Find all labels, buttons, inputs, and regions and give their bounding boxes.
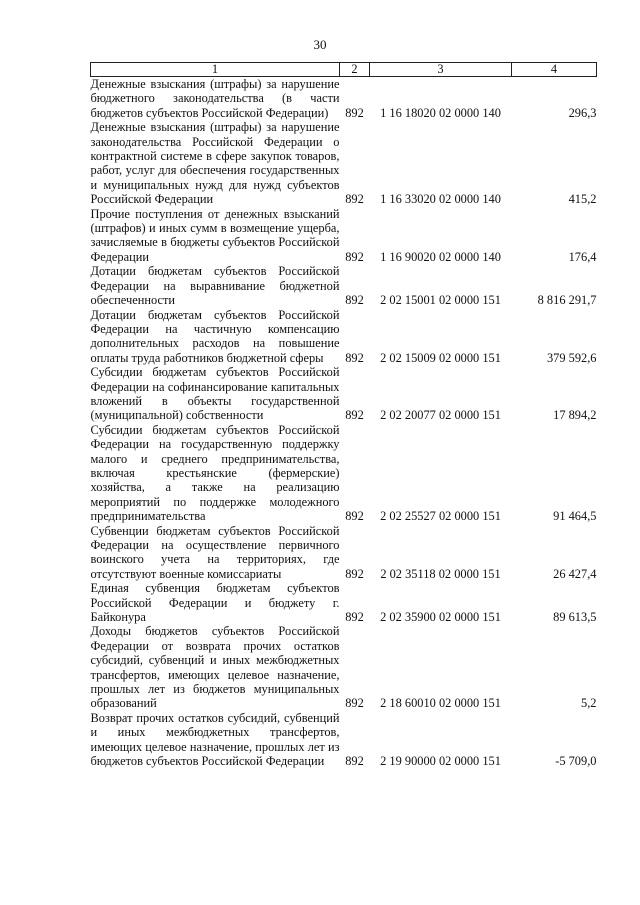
row-amount: 17 894,2 [553, 408, 597, 423]
table-row [91, 581, 597, 624]
table-row [91, 207, 597, 265]
row-name: Денежные взыскания (штрафы) за нарушение законодательства Российской Федерации о контрактной системе в сфере закупок товаров, работ, услуг для обеспечения государственных и муниципальных нужд для нужд субъектов Российской Федерации [90, 120, 340, 207]
row-amount: -5 709,0 [555, 754, 597, 769]
row-name: Субсидии бюджетам субъектов Российской Федерации на софинансирование капитальных вложений в объекты государственной (муниципальной) собственности [90, 365, 340, 423]
row-budget-code: 1 16 33020 02 0000 140 [380, 192, 501, 207]
row-amount: 91 464,5 [553, 509, 597, 524]
row-amount: 379 592,6 [546, 350, 597, 365]
table-row [91, 524, 597, 582]
row-budget-code: 1 16 18020 02 0000 140 [380, 105, 501, 120]
row-budget-code: 2 02 15009 02 0000 151 [380, 350, 501, 365]
row-name: Дотации бюджетам субъектов Российской Федерации на выравнивание бюджетной обеспеченности [90, 264, 340, 308]
header-col-1: 1 [91, 63, 340, 77]
row-admin-code: 892 [345, 350, 364, 365]
row-budget-code: 1 16 90020 02 0000 140 [380, 249, 501, 264]
row-amount: 89 613,5 [553, 610, 597, 625]
row-admin-code: 892 [345, 696, 364, 711]
row-budget-code: 2 19 90000 02 0000 151 [380, 754, 501, 769]
row-budget-code: 2 18 60010 02 0000 151 [380, 696, 501, 711]
row-admin-code: 892 [345, 610, 364, 625]
row-name: Денежные взыскания (штрафы) за нарушение бюджетного законодательства (в части бюджетов субъектов Российской Федерации) [90, 77, 340, 120]
row-admin-code: 892 [345, 754, 364, 769]
table-row [91, 423, 597, 524]
row-admin-code: 892 [345, 293, 364, 308]
row-budget-code: 2 02 15001 02 0000 151 [380, 293, 501, 308]
header-col-2: 2 [340, 63, 370, 77]
row-admin-code: 892 [345, 249, 364, 264]
table-row [91, 365, 597, 423]
table-row [91, 264, 597, 307]
row-amount: 5,2 [581, 696, 597, 711]
row-name: Субвенции бюджетам субъектов Российской Федерации на осуществление первичного воинского учета на территориях, где отсутствуют военные комиссариаты [90, 523, 340, 581]
row-admin-code: 892 [345, 408, 364, 423]
page-number: 30 [313, 37, 327, 52]
budget-table [90, 62, 597, 769]
row-budget-code: 2 02 25527 02 0000 151 [380, 509, 501, 524]
table-row [91, 120, 597, 206]
row-name: Возврат прочих остатков субсидий, субвенций и иных межбюджетных трансфертов, имеющих целевое назначение, прошлых лет из бюджетов субъектов Российской Федерации [90, 710, 340, 769]
row-admin-code: 892 [345, 105, 364, 120]
row-amount: 415,2 [568, 192, 597, 207]
row-name: Прочие поступления от денежных взысканий (штрафов) и иных сумм в возмещение ущерба, зачисляемые в бюджеты субъектов Российской Федерации [90, 206, 340, 264]
row-budget-code: 2 02 35118 02 0000 151 [380, 566, 501, 581]
row-budget-code: 2 02 20077 02 0000 151 [380, 408, 501, 423]
row-amount: 26 427,4 [553, 566, 597, 581]
row-amount: 8 816 291,7 [537, 293, 597, 308]
row-name: Дотации бюджетам субъектов Российской Федерации на частичную компенсацию дополнительных расходов на повышение оплаты труда работников бюджетной сферы [90, 307, 340, 365]
row-amount: 176,4 [568, 249, 597, 264]
row-budget-code: 2 02 35900 02 0000 151 [380, 610, 501, 625]
row-name: Единая субвенция бюджетам субъектов Российской Федерации и бюджету г. Байконура [90, 581, 340, 625]
table-header-row [91, 63, 597, 77]
table-row [91, 308, 597, 366]
row-amount: 296,3 [568, 105, 597, 120]
row-admin-code: 892 [345, 509, 364, 524]
header-col-4: 4 [512, 63, 597, 77]
row-admin-code: 892 [345, 566, 364, 581]
table-row [91, 77, 597, 121]
header-col-3: 3 [370, 63, 512, 77]
row-name: Субсидии бюджетам субъектов Российской Федерации на государственную поддержку малого и среднего предпринимательства, включая крестьянские (фермерские) хозяйства, а также на реализацию мероприятий по поддержке молодежного предпринимательства [90, 422, 340, 524]
table-row [91, 624, 597, 710]
table-row [91, 711, 597, 769]
row-name: Доходы бюджетов субъектов Российской Федерации от возврата прочих остатков субсидий, субвенций и иных межбюджетных трансфертов, имеющих целевое назначение, прошлых лет из бюджетов муниципальных образований [90, 624, 340, 711]
row-admin-code: 892 [345, 192, 364, 207]
